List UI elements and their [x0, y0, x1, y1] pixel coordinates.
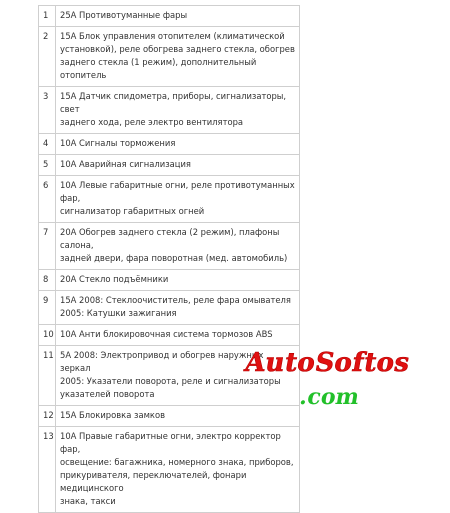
fuse-description: 10А Левые габаритные огни, реле противотуманных фар, сигнализатор габаритных огней	[56, 176, 300, 223]
fuse-description: 10А Анти блокировочная система тормозов ABS	[56, 325, 300, 346]
fuse-description: 15А Блокировка замков	[56, 406, 300, 427]
fuse-row	[39, 134, 300, 155]
watermark-com: .com	[297, 384, 362, 410]
fuse-number: 11	[39, 346, 56, 406]
fuse-description: 10А Аварийная сигнализация	[56, 155, 300, 176]
fuse-table	[38, 5, 300, 513]
fuse-number: 9	[39, 291, 56, 325]
fuse-number: 13	[39, 427, 56, 513]
fuse-row	[39, 87, 300, 134]
fuse-row	[39, 223, 300, 270]
fuse-description: 15А 2008: Стеклоочиститель, реле фара омывателя 2005: Катушки зажигания	[56, 291, 300, 325]
fuse-row	[39, 155, 300, 176]
fuse-number: 4	[39, 134, 56, 155]
fuse-number: 1	[39, 6, 56, 27]
fuse-row	[39, 406, 300, 427]
fuse-description: 10А Правые габаритные огни, электро корректор фар, освещение: багажника, номерного знака, приборов, прикуривателя, переключателей, фонари медицинского знака, такси	[56, 427, 300, 513]
fuse-row	[39, 427, 300, 513]
fuse-number: 2	[39, 27, 56, 87]
fuse-number: 7	[39, 223, 56, 270]
fuse-description: 10А Сигналы торможения	[56, 134, 300, 155]
fuse-description: 5А 2008: Электропривод и обогрев наружных зеркал 2005: Указатели поворота, реле и сигнализаторы указателей поворота	[56, 346, 300, 406]
fuse-description: 20А Обогрев заднего стекла (2 режим), плафоны салона, задней двери, фара поворотная (мед. автомобиль)	[56, 223, 300, 270]
fuse-row	[39, 291, 300, 325]
fuse-description: 20А Стекло подъёмники	[56, 270, 300, 291]
fuse-number: 5	[39, 155, 56, 176]
fuse-number: 3	[39, 87, 56, 134]
fuse-number: 8	[39, 270, 56, 291]
fuse-row	[39, 27, 300, 87]
watermark-autosoftos: AutoSoftos	[242, 348, 413, 378]
fuse-number: 6	[39, 176, 56, 223]
fuse-number: 12	[39, 406, 56, 427]
fuse-description: 15А Блок управления отопителем (климатической установкой), реле обогрева заднего стекла, обогрев заднего стекла (1 режим), дополнительный отопитель	[56, 27, 300, 87]
fuse-row	[39, 270, 300, 291]
fuse-row	[39, 176, 300, 223]
fuse-number: 10	[39, 325, 56, 346]
fuse-row	[39, 6, 300, 27]
fuse-description: 15А Датчик спидометра, приборы, сигнализаторы, свет заднего хода, реле электро вентилятора	[56, 87, 300, 134]
fuse-description: 25А Противотуманные фары	[56, 6, 300, 27]
fuse-row	[39, 325, 300, 346]
fuse-table-body	[39, 6, 300, 513]
fuse-row	[39, 346, 300, 406]
